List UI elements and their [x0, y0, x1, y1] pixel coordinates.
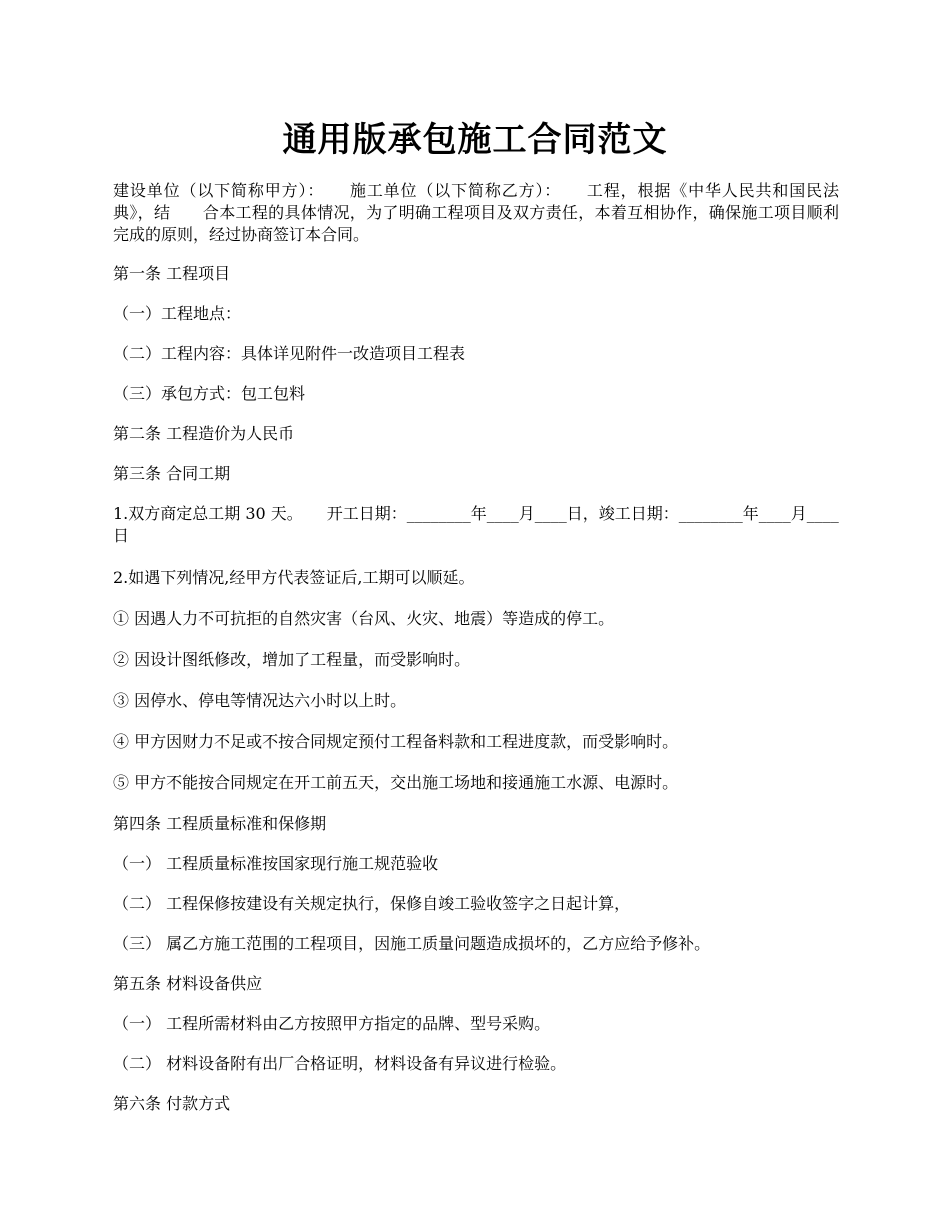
intro-paragraph: 建设单位（以下简称甲方）： 施工单位（以下简称乙方）： 工程，根据《中华人民共和国民法典》，结 合本工程的具体情况，为了明确工程项目及双方责任，本着互相协作，确保施工项目顺利完成的原则，经过协商签订本合同。	[113, 181, 839, 244]
list-item-1: ① 因遇人力不可抗拒的自然灾害（台风、火灾、地震）等造成的停工。	[113, 609, 615, 628]
list-item-4: ④ 甲方因财力不足或不按合同规定预付工程备料款和工程进度款，而受影响时。	[113, 732, 679, 751]
paragraph-5-2: （二） 材料设备附有出厂合格证明，材料设备有异议进行检验。	[113, 1054, 567, 1073]
document-title: 通用版承包施工合同范文	[282, 120, 668, 160]
article-5-heading: 第五条 材料设备供应	[113, 974, 263, 993]
article-1-heading: 第一条 工程项目	[113, 264, 231, 283]
paragraph-3-1: 1.双方商定总工期 30 天。 开工日期：________年____月____日，竣工日期：________年____月____日	[113, 504, 839, 545]
paragraph-4-2: （二） 工程保修按建设有关规定执行，保修自竣工验收签字之日起计算，	[113, 894, 631, 913]
paragraph-4-1: （一） 工程质量标准按国家现行施工规范验收	[113, 854, 439, 873]
paragraph-4-3: （三） 属乙方施工范围的工程项目，因施工质量问题造成损坏的，乙方应给予修补。	[113, 934, 711, 953]
paragraph-1-2: （二）工程内容：具体详见附件一改造项目工程表	[113, 344, 466, 363]
list-item-3: ③ 因停水、停电等情况达六小时以上时。	[113, 691, 407, 710]
paragraph-3-2: 2.如遇下列情况,经甲方代表签证后,工期可以顺延。	[113, 568, 475, 587]
paragraph-1-3: （三）承包方式：包工包料	[113, 384, 306, 403]
paragraph-1-1: （一）工程地点：	[113, 304, 242, 323]
article-3-heading: 第三条 合同工期	[113, 464, 231, 483]
article-4-heading: 第四条 工程质量标准和保修期	[113, 814, 327, 833]
article-2-heading: 第二条 工程造价为人民币	[113, 424, 295, 443]
list-item-2: ② 因设计图纸修改，增加了工程量，而受影响时。	[113, 650, 471, 669]
article-6-heading: 第六条 付款方式	[113, 1094, 231, 1113]
list-item-5: ⑤ 甲方不能按合同规定在开工前五天，交出施工场地和接通施工水源、电源时。	[113, 773, 679, 792]
paragraph-5-1: （一） 工程所需材料由乙方按照甲方指定的品牌、型号采购。	[113, 1014, 551, 1033]
